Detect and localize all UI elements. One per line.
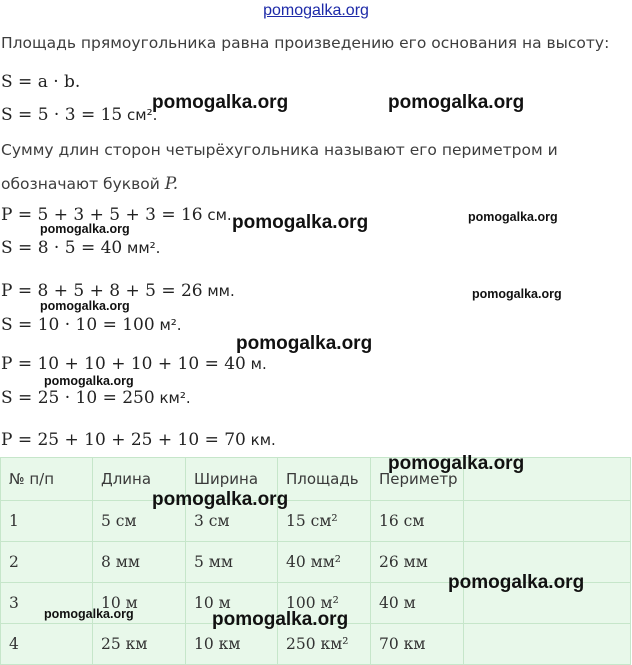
cell-area: 100 м² (278, 583, 371, 624)
cell-perimeter: 70 км (371, 624, 464, 665)
table-row (1, 583, 631, 624)
cell-width: 5 мм (186, 542, 278, 583)
cell-perimeter: 16 см (371, 501, 464, 542)
cell-area: 250 км² (278, 624, 371, 665)
watermark: pomogalka.org (236, 333, 373, 354)
formula-expression: P = 8 + 5 + 8 + 5 = 26 (1, 281, 203, 301)
cell-area: 40 мм² (278, 542, 371, 583)
perimeter-definition-text: обозначают буквой (1, 175, 160, 193)
empty-cell (464, 542, 631, 583)
perimeter-symbol: P. (164, 174, 179, 194)
formula-unit: см. (202, 206, 232, 224)
watermark: pomogalka.org (388, 92, 525, 113)
cell-perimeter: 26 мм (371, 542, 464, 583)
formula-expression: S = 25 · 10 = 250 (1, 388, 155, 408)
perimeter-example-m (1, 354, 267, 374)
results-table (0, 457, 631, 665)
cell-number: 1 (1, 501, 93, 542)
empty-cell (464, 458, 631, 501)
empty-cell (464, 583, 631, 624)
watermark: pomogalka.org (468, 210, 558, 224)
area-formula-general (1, 72, 80, 92)
column-header-number: № п/п (1, 458, 93, 501)
cell-area: 15 см² (278, 501, 371, 542)
watermark: pomogalka.org (388, 453, 525, 474)
site-header-link[interactable]: pomogalka.org (263, 2, 369, 19)
cell-number: 3 (1, 583, 93, 624)
cell-length: 25 км (93, 624, 186, 665)
cell-width: 10 м (186, 583, 278, 624)
formula-unit: см². (122, 106, 158, 124)
column-header-width: Ширина (186, 458, 278, 501)
perimeter-definition-line2 (1, 174, 178, 194)
rectangle-area-rule: Площадь прямоугольника равна произведению его основания на высоту: (1, 34, 610, 52)
formula-expression: S = 8 · 5 = 40 (1, 238, 123, 258)
watermark: pomogalka.org (152, 489, 289, 510)
area-example-m (1, 315, 182, 335)
cell-length: 5 см (93, 501, 186, 542)
cell-length: 8 мм (93, 542, 186, 583)
formula-unit: мм. (202, 282, 235, 300)
formula-expression: S = 5 · 3 = 15 (1, 105, 123, 125)
watermark: pomogalka.org (448, 572, 585, 593)
cell-width: 10 км (186, 624, 278, 665)
formula-unit: км. (245, 431, 276, 449)
table-row (1, 542, 631, 583)
watermark: pomogalka.org (232, 212, 369, 233)
watermark: pomogalka.org (40, 222, 130, 236)
perimeter-example-km (1, 430, 276, 450)
column-header-area: Площадь (278, 458, 371, 501)
empty-cell (464, 501, 631, 542)
table-header-row (1, 458, 631, 501)
perimeter-definition-line1: Сумму длин сторон четырёхугольника называют его периметром и (1, 141, 558, 159)
perimeter-example-mm (1, 281, 235, 301)
watermark: pomogalka.org (472, 287, 562, 301)
area-example-km (1, 388, 191, 408)
watermark: pomogalka.org (152, 92, 289, 113)
formula-expression: P = 5 + 3 + 5 + 3 = 16 (1, 205, 203, 225)
formula-unit: мм². (122, 239, 161, 257)
formula-unit: м. (245, 355, 267, 373)
watermark: pomogalka.org (44, 374, 134, 388)
empty-cell (464, 624, 631, 665)
cell-number: 4 (1, 624, 93, 665)
watermark: pomogalka.org (212, 609, 349, 630)
cell-width: 3 см (186, 501, 278, 542)
area-example-cm (1, 105, 157, 125)
formula-expression: P = 25 + 10 + 25 + 10 = 70 (1, 430, 246, 450)
column-header-perimeter: Периметр (371, 458, 464, 501)
table-row (1, 624, 631, 665)
perimeter-example-cm (1, 205, 232, 225)
cell-perimeter: 40 м (371, 583, 464, 624)
area-example-mm (1, 238, 160, 258)
formula-unit: м². (154, 316, 182, 334)
formula-expression: P = 10 + 10 + 10 + 10 = 40 (1, 354, 246, 374)
cell-length: 10 м (93, 583, 186, 624)
cell-number: 2 (1, 542, 93, 583)
formula-unit: км². (154, 389, 191, 407)
watermark: pomogalka.org (40, 299, 130, 313)
formula-expression: S = a · b. (1, 72, 81, 92)
column-header-length: Длина (93, 458, 186, 501)
table-row (1, 501, 631, 542)
formula-expression: S = 10 · 10 = 100 (1, 315, 155, 335)
watermark: pomogalka.org (44, 607, 134, 621)
